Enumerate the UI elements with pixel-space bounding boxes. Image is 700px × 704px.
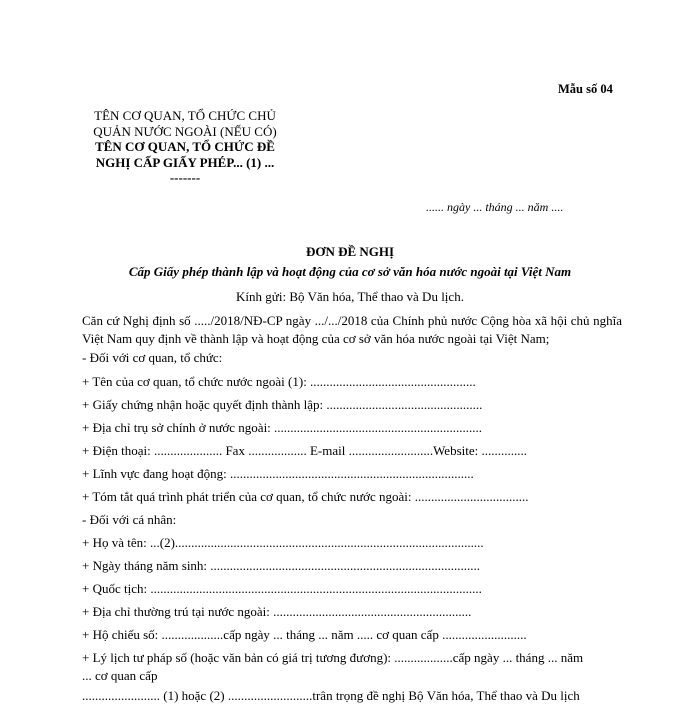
agency-header [60,108,310,186]
section-individual: - Đối với cá nhân: [82,512,177,527]
individual-address-field: + Địa chỉ thường trú tại nước ngoài: ............................................................. [82,604,472,619]
criminal-record-issuer: ... cơ quan cấp [82,668,158,683]
document-subtitle: Cấp Giấy phép thành lập và hoạt động của cơ sở văn hóa nước ngoài tại Việt Nam [128,264,572,279]
recipient-line: Kính gửi: Bộ Văn hóa, Thể thao và Du lịch. [236,289,464,304]
org-field-of-activity: + Lĩnh vực đang hoạt động: ........................................................................... [82,466,474,481]
form-number: Mẫu số 04 [558,82,613,96]
header-separator: ------- [169,170,201,185]
individual-passport-field: + Hộ chiếu số: ...................cấp ngày ... tháng ... năm ..... cơ quan cấp .......................... [82,627,527,642]
org-certificate-field: + Giấy chứng nhận hoặc quyết định thành lập: ................................................ [82,397,483,412]
legal-basis: Căn cứ Nghị định số ...../2018/NĐ-CP ngày .../.../2018 của Chính phủ nước Cộng hòa xã hội chủ nghĩa Việt Nam quy định về thành lập và hoạt động của cơ sở văn hóa nước ngoài tại Việt Nam; [82,313,622,346]
applicant-agency-line-2: NGHỊ CẤP GIẤY PHÉP... (1) ... [95,154,275,170]
org-name-field: + Tên của cơ quan, tổ chức nước ngoài (1): ................................................... [82,374,476,389]
individual-name-field: + Họ và tên: ...(2)............................................................................................... [82,535,484,550]
applicant-agency-line-1: TÊN CƠ QUAN, TỔ CHỨC ĐỀ [95,139,275,154]
document-title: ĐƠN ĐỀ NGHỊ [305,244,395,259]
org-history-field: + Tóm tắt quá trình phát triển của cơ quan, tổ chức nước ngoài: ................................... [82,489,529,504]
individual-criminal-record-field: + Lý lịch tư pháp số (hoặc văn bản có giá trị tương đương): ..................cấp ngày ... tháng ... năm [82,650,584,665]
request-statement: ........................ (1) hoặc (2) ..........................trân trọng đề nghị Bộ Văn hóa, Thể thao và Du lịch [82,688,580,703]
section-organization: - Đối với cơ quan, tổ chức: [82,350,223,365]
date-line: ...... ngày ... tháng ... năm .... [426,200,564,214]
org-address-field: + Địa chỉ trụ sở chính ở nước ngoài: ................................................................ [82,420,483,435]
individual-nationality-field: + Quốc tịch: ...................................................................................................... [82,581,482,596]
individual-dob-field: + Ngày tháng năm sinh: ................................................................................... [82,558,481,573]
parent-agency-line-1: TÊN CƠ QUAN, TỔ CHỨC CHỦ [94,108,276,123]
parent-agency-line-2: QUẢN NƯỚC NGOÀI (NẾU CÓ) [93,123,277,139]
org-contact-field: + Điện thoại: ..................... Fax .................. E-mail ..........................Website: .............. [82,443,527,458]
